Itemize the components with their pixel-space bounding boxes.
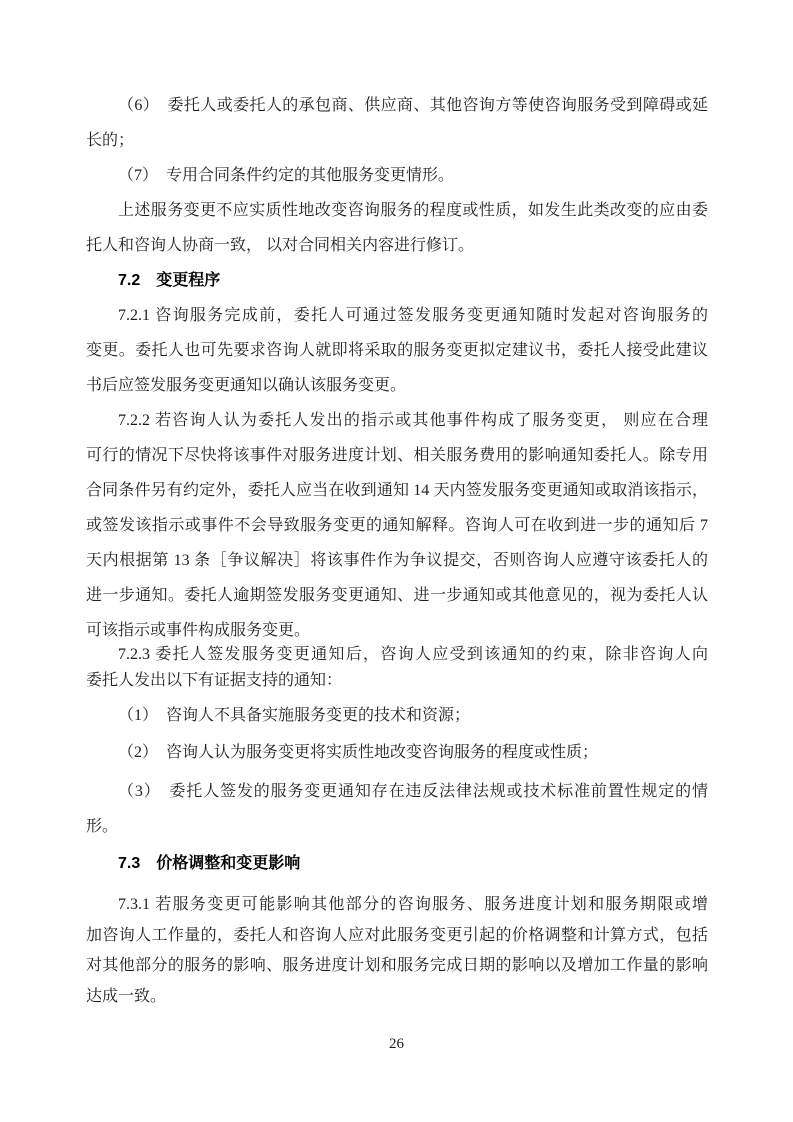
document-line: 对其他部分的服务的影响、服务进度计划和服务完成日期的影响以及增加工作量的影响 <box>86 957 708 974</box>
document-line: （2） 咨询人认为服务变更将实质性地改变咨询服务的程度或性质； <box>118 744 599 761</box>
document-line: 委托人发出以下有证据支持的通知： <box>86 672 343 689</box>
document-line: 变更。委托人也可先要求咨询人就即将采取的服务变更拟定建议书，委托人接受此建议 <box>86 342 708 359</box>
document-line: 加咨询人工作量的，委托人和咨询人应对此服务变更引起的价格调整和计算方式，包括 <box>86 926 708 944</box>
document-line: 天内根据第 13 条［争议解决］将该事件作为争议提交，否则咨询人应遵守该委托人的 <box>86 552 708 569</box>
list-item-3 <box>86 774 708 844</box>
document-line: （6） 委托人或委托人的承包商、供应商、其他咨询方等使咨询服务受到障碍或延 <box>118 97 708 114</box>
list-item-7 <box>86 158 708 193</box>
document-line: 合同条件另有约定外，委托人应当在收到通知 14 天内签发服务变更通知或取消该指示， <box>86 482 708 499</box>
document-line: 或签发该指示或事件不会导致服务变更的通知解释。咨询人可在收到进一步的通知后 7 <box>86 517 708 534</box>
document-line: 达成一致。 <box>86 987 167 1005</box>
heading-7-3 <box>86 846 708 881</box>
para-7-3-1 <box>86 890 708 1012</box>
list-item-1 <box>86 698 708 733</box>
document-line: 形。 <box>86 818 119 835</box>
document-line: （7） 专用合同条件约定的其他服务变更情形。 <box>118 167 455 184</box>
document-line: 7.2.3 委托人签发服务变更通知后，咨询人应受到该通知的约束，除非咨询人向 <box>118 646 708 663</box>
list-item-6 <box>86 88 708 158</box>
document-body <box>86 88 708 1012</box>
document-line: （1） 咨询人不具备实施服务变更的技术和资源； <box>118 707 471 724</box>
para-change-scope-note <box>86 193 708 263</box>
document-line: 7.2 变更程序 <box>118 272 221 289</box>
page-number: 26 <box>389 1036 404 1052</box>
list-item-2 <box>86 735 708 770</box>
document-line: （3） 委托人签发的服务变更通知存在违反法律法规或技术标准前置性规定的情 <box>118 783 708 800</box>
document-line: 上述服务变更不应实质性地改变咨询服务的程度或性质，如发生此类改变的应由委 <box>118 202 708 219</box>
document-line: 7.3 价格调整和变更影响 <box>118 855 301 872</box>
document-line: 托人和咨询人协商一致， 以对合同相关内容进行修订。 <box>86 237 475 254</box>
document-line: 书后应签发服务变更通知以确认该服务变更。 <box>86 377 407 394</box>
document-line: 长的； <box>86 132 135 149</box>
para-7-2-3 <box>86 642 708 694</box>
heading-7-2 <box>86 263 708 298</box>
document-line: 可该指示或事件构成服务变更。 <box>86 622 311 639</box>
document-line: 7.2.2 若咨询人认为委托人发出的指示或其他事件构成了服务变更， 则应在合理 <box>118 412 708 429</box>
document-line: 7.2.1 咨询服务完成前，委托人可通过签发服务变更通知随时发起对咨询服务的 <box>118 307 708 324</box>
document-line: 进一步通知。委托人逾期签发服务变更通知、进一步通知或其他意见的，视为委托人认 <box>86 587 708 604</box>
para-7-2-2 <box>86 403 708 648</box>
document-line: 可行的情况下尽快将该事件对服务进度计划、相关服务费用的影响通知委托人。除专用 <box>86 447 708 464</box>
document-line: 7.3.1 若服务变更可能影响其他部分的咨询服务、服务进度计划和服务期限或增 <box>118 896 708 913</box>
para-7-2-1 <box>86 298 708 403</box>
